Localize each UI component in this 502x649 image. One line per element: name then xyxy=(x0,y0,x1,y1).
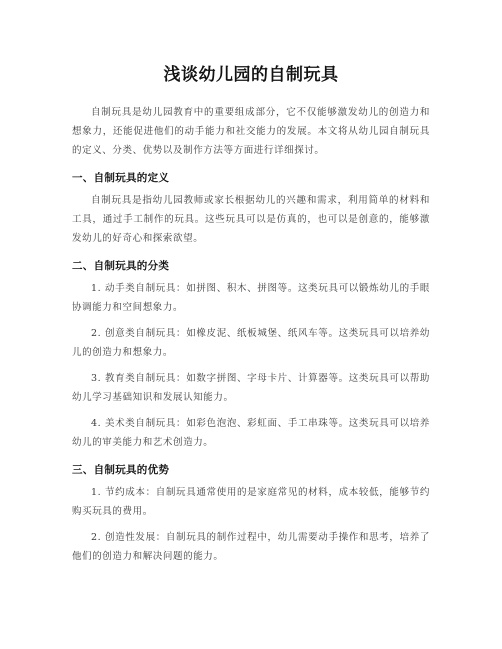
list-item: 1. 动手类自制玩具：如拼图、积木、拼图等。这类玩具可以锻炼幼儿的手眼协调能力和空间想象力。 xyxy=(72,283,430,313)
list-item: 1. 节约成本：自制玩具通常使用的是家庭常见的材料，成本较低，能够节约购买玩具的费用。 xyxy=(72,487,430,517)
list-item: 2. 创造性发展：自制玩具的制作过程中，幼儿需要动手操作和思考，培养了他们的创造力和解决问题的能力。 xyxy=(72,532,430,562)
list-item: 3. 教育类自制玩具：如数字拼图、字母卡片、计算器等。这类玩具可以帮助幼儿学习基础知识和发展认知能力。 xyxy=(72,373,430,403)
definition-paragraph: 自制玩具是指幼儿园教师或家长根据幼儿的兴趣和需求，利用简单的材料和工具，通过手工制作的玩具。这些玩具可以是仿真的，也可以是创意的，能够激发幼儿的好奇心和探索欲望。 xyxy=(72,195,430,244)
list-item: 4. 美术类自制玩具：如彩色泡泡、彩虹面、手工串珠等。这类玩具可以培养幼儿的审美能力和艺术创造力。 xyxy=(72,418,430,448)
section-heading-classification: 二、自制玩具的分类 xyxy=(72,260,170,272)
intro-paragraph: 自制玩具是幼儿园教育中的重要组成部分，它不仅能够激发幼儿的创造力和想象力，还能促进他们的动手能力和社交能力的发展。本文将从幼儿园自制玩具的定义、分类、优势以及制作方法等方面进行详细探讨。 xyxy=(72,107,430,156)
list-item: 2. 创意类自制玩具：如橡皮泥、纸板城堡、纸风车等。这类玩具可以培养幼儿的创造力和想象力。 xyxy=(72,328,430,358)
section-heading-definition: 一、自制玩具的定义 xyxy=(72,172,170,184)
document-title: 浅谈幼儿园的自制玩具 xyxy=(163,65,339,85)
section-heading-advantages: 三、自制玩具的优势 xyxy=(72,464,170,476)
